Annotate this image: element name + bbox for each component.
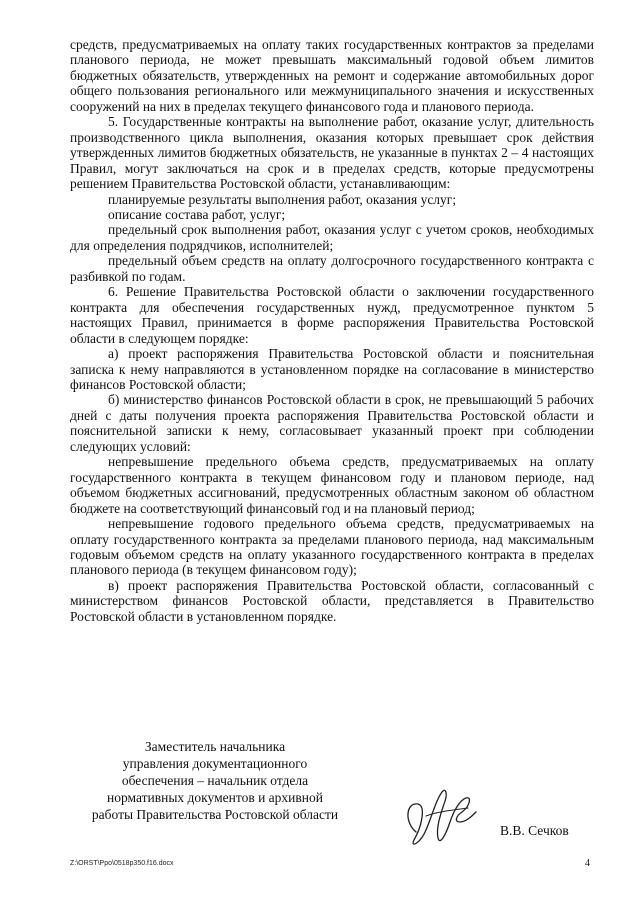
paragraph: средств, предусматриваемых на оплату таких государственных контрактов за пределами планового периода, не может превышать максимальный годовой объем лимитов бюджетных обязательств, утвержденных на ремонт и содержание автомобильных дорог общего пользования регионального или межмуниципального значения и искусственных сооружений на них в пределах текущего финансового года и планового периода.: [70, 37, 594, 114]
paragraph: 5. Государственные контракты на выполнение работ, оказание услуг, длительность производственного цикла выполнения, оказания которых превышает срок действия утвержденных лимитов бюджетных обязательств, не указанные в пунктах 2 – 4 настоящих Правил, могут заключаться на срок и в пределах средств, которые предусмотрены решением Правительства Ростовской области, устанавливающим:: [70, 114, 594, 192]
signer-title-line-4: нормативных документов и архивной: [107, 790, 323, 805]
signer-title-line-5: работы Правительства Ростовской области: [91, 807, 339, 822]
signer-title-line-3: обеспечения – начальник отдела: [121, 773, 309, 788]
paragraph: 6. Решение Правительства Ростовской области о заключении государственного контракта для обеспечения государственных нужд, предусмотренное пунктом 5 настоящих Правил, принимается в форме распоряжения Правительства Ростовской области в следующем порядке:: [70, 284, 594, 346]
page-number: 4: [585, 858, 590, 869]
document-body: [70, 37, 594, 624]
file-path: Z:\ORST\Ppo\0518p350.f16.docx: [70, 860, 174, 867]
signature-block-title: [70, 738, 360, 823]
paragraph: предельный срок выполнения работ, оказания услуг с учетом сроков, необходимых для определения подрядчиков, исполнителей;: [70, 222, 594, 253]
paragraph: а) проект распоряжения Правительства Ростовской области и пояснительная записка к нему направляются в установленном порядке на согласование в министерство финансов Ростовской области;: [70, 346, 594, 392]
paragraph: непревышение предельного объема средств, предусматриваемых на оплату государственного контракта в текущем финансовом году и плановом периоде, над объемом бюджетных ассигнований, предусмотренных областным законом об областном бюджете на соответствующий финансовый год и на плановый период;: [70, 454, 594, 516]
signer-title-line-2: управления документационного: [122, 756, 308, 771]
paragraph: непревышение годового предельного объема средств, предусматриваемых на оплату государственного контракта за пределами планового периода, над максимальным годовым объемом средств на оплату указанного государственного контракта в пределах планового периода (в текущем финансовом году);: [70, 516, 594, 578]
paragraph: планируемые результаты выполнения работ, оказания услуг;: [108, 191, 457, 207]
paragraph: б) министерство финансов Ростовской области в срок, не превышающий 5 рабочих дней с даты получения проекта распоряжения Правительства Ростовской области и пояснительной записки к нему, согласовывает указанный проект при соблюдении следующих условий:: [70, 392, 594, 454]
paragraph: описание состава работ, услуг;: [108, 206, 286, 222]
signer-title-line-1: Заместитель начальника: [144, 739, 286, 754]
paragraph: предельный объем средств на оплату долгосрочного государственного контракта с разбивкой по годам.: [70, 253, 594, 284]
signer-name: В.В. Сечков: [500, 823, 569, 838]
paragraph: в) проект распоряжения Правительства Ростовской области, согласованный с министерством финансов Ростовской области, представляется в Правительство Ростовской области в установленном порядке.: [70, 577, 594, 624]
handwritten-signature-icon: [396, 782, 486, 854]
